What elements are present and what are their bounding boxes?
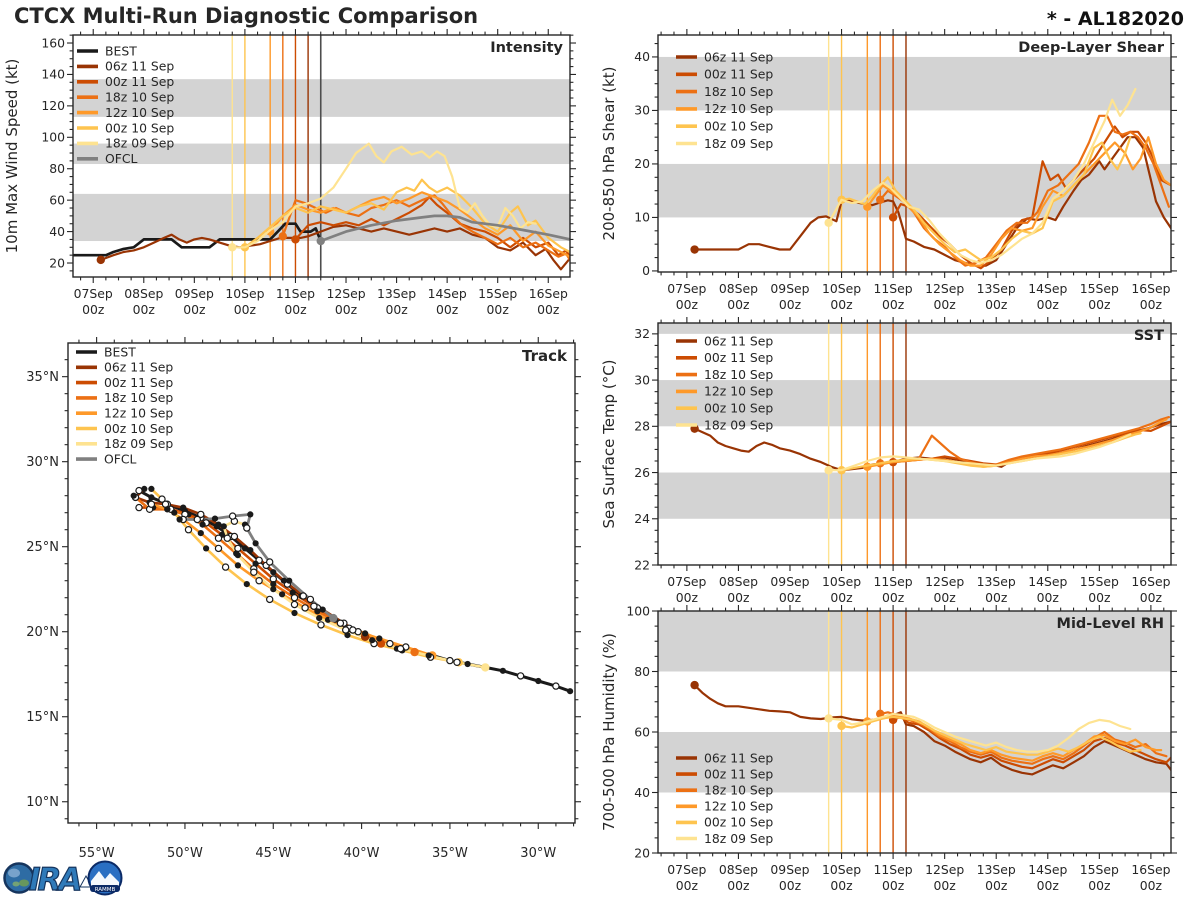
y-tick-label: 20 <box>634 156 650 172</box>
lat-tick-label: 30°N <box>26 455 59 471</box>
shaded-band <box>658 322 1171 334</box>
x-tick-sublabel: 00z <box>778 297 802 312</box>
legend-label: 06z 11 Sep <box>104 359 174 375</box>
page-title: CTCX Multi-Run Diagnostic Comparison <box>14 4 479 28</box>
x-tick-label: 13Sep <box>377 286 417 301</box>
x-tick-sublabel: 00z <box>830 878 853 893</box>
legend-label: 18z 09 Sep <box>704 830 774 846</box>
cira-rammb-logos <box>2 854 132 900</box>
track-corner-title: Track <box>522 347 567 365</box>
legend-label: 18z 10 Sep <box>704 782 774 798</box>
y-tick-label: 24 <box>634 511 650 527</box>
legend-label: 12z 10 Sep <box>105 104 175 120</box>
x-tick-sublabel: 00z <box>830 590 853 605</box>
rh-corner-title: Mid-Level RH <box>1056 616 1164 632</box>
x-tick-label: 12Sep <box>925 862 965 877</box>
y-tick-label: 120 <box>41 98 65 114</box>
legend-label: 00z 10 Sep <box>105 120 175 136</box>
x-tick-sublabel: 00z <box>1139 590 1163 605</box>
shear-chart <box>600 29 1177 312</box>
x-tick-label: 09Sep <box>174 286 214 301</box>
legend-label: 18z 09 Sep <box>105 135 175 151</box>
x-tick-label: 07Sep <box>667 862 707 877</box>
y-tick-label: 140 <box>41 66 65 82</box>
x-tick-sublabel: 00z <box>537 302 560 317</box>
x-tick-sublabel: 00z <box>830 297 853 312</box>
legend-label: 00z 11 Sep <box>704 350 774 366</box>
shear-ylabel: 200-850 hPa Shear (kt) <box>600 66 618 241</box>
x-tick-label: 10Sep <box>821 862 862 877</box>
y-tick-label: 10 <box>634 209 650 225</box>
x-tick-label: 15Sep <box>1079 862 1119 877</box>
intensity-corner-title: Intensity <box>490 40 563 56</box>
init-marker <box>889 213 897 221</box>
y-tick-label: 32 <box>634 326 650 342</box>
lon-tick-label: 40°W <box>343 846 380 861</box>
x-tick-sublabel: 00z <box>132 302 155 317</box>
x-tick-label: 08Sep <box>718 281 758 296</box>
x-tick-sublabel: 00z <box>881 297 905 312</box>
x-tick-label: 13Sep <box>976 862 1016 877</box>
lon-tick-label: 30°W <box>520 846 557 861</box>
y-tick-label: 28 <box>634 418 650 434</box>
x-tick-sublabel: 00z <box>486 302 509 317</box>
legend-label: 00z 10 Sep <box>704 400 774 416</box>
y-tick-label: 20 <box>634 845 650 861</box>
legend-label: 06z 11 Sep <box>704 333 774 349</box>
y-tick-label: 80 <box>49 161 65 177</box>
x-tick-sublabel: 00z <box>675 878 699 893</box>
y-tick-label: 100 <box>41 129 65 145</box>
x-tick-label: 11Sep <box>873 574 913 589</box>
x-tick-label: 15Sep <box>1079 574 1119 589</box>
x-tick-sublabel: 00z <box>1036 297 1059 312</box>
init-marker <box>837 722 845 730</box>
sst-corner-title: SST <box>1133 328 1164 344</box>
legend-label: 06z 11 Sep <box>704 750 774 766</box>
x-tick-label: 10Sep <box>821 281 862 296</box>
init-marker <box>291 235 299 243</box>
x-tick-label: 16Sep <box>1131 574 1171 589</box>
x-tick-sublabel: 00z <box>985 297 1008 312</box>
x-tick-label: 07Sep <box>73 286 113 301</box>
x-tick-sublabel: 00z <box>933 297 956 312</box>
legend-label: 12z 10 Sep <box>104 405 174 421</box>
track-chart <box>26 337 581 861</box>
storm-id-label: * - AL182020 <box>1046 8 1184 30</box>
x-tick-sublabel: 00z <box>985 590 1008 605</box>
intensity-chart <box>3 29 576 317</box>
init-marker <box>317 237 325 245</box>
legend-label: 18z 09 Sep <box>704 417 774 433</box>
rammb-logo <box>89 862 122 895</box>
legend-label: 12z 10 Sep <box>704 101 774 117</box>
init-marker <box>876 196 884 204</box>
sst-ylabel: Sea Surface Temp (°C) <box>600 359 618 529</box>
legend-label: 00z 10 Sep <box>704 814 774 830</box>
x-tick-sublabel: 00z <box>881 878 905 893</box>
lat-tick-label: 25°N <box>26 540 59 556</box>
legend-label: 00z 10 Sep <box>104 420 174 436</box>
x-tick-sublabel: 00z <box>1139 297 1163 312</box>
x-tick-label: 14Sep <box>427 286 467 301</box>
lon-tick-label: 55°W <box>78 846 115 861</box>
shaded-band <box>658 473 1171 519</box>
lat-tick-label: 35°N <box>26 370 59 386</box>
x-tick-label: 12Sep <box>326 286 366 301</box>
init-marker <box>824 219 832 227</box>
legend-label: OFCL <box>104 451 137 467</box>
x-tick-sublabel: 00z <box>881 590 905 605</box>
x-tick-sublabel: 00z <box>933 878 956 893</box>
y-tick-label: 20 <box>49 255 65 271</box>
legend-label: 00z 11 Sep <box>704 766 774 782</box>
x-tick-label: 10Sep <box>225 286 265 301</box>
x-tick-sublabel: 00z <box>1088 297 1111 312</box>
y-tick-label: 40 <box>49 223 65 239</box>
legend-label: BEST <box>105 43 137 59</box>
legend-label: BEST <box>104 344 136 360</box>
legend-label: OFCL <box>105 151 138 167</box>
x-tick-sublabel: 00z <box>727 878 750 893</box>
x-tick-label: 11Sep <box>275 286 316 301</box>
x-tick-label: 15Sep <box>1079 281 1119 296</box>
x-tick-sublabel: 00z <box>183 302 206 317</box>
y-tick-label: 80 <box>634 663 650 679</box>
y-tick-label: 40 <box>634 784 650 800</box>
lat-tick-label: 10°N <box>26 795 59 811</box>
x-tick-sublabel: 00z <box>727 297 750 312</box>
x-tick-sublabel: 00z <box>1088 878 1111 893</box>
lon-tick-label: 45°W <box>255 846 292 861</box>
x-tick-label: 11Sep <box>873 281 913 296</box>
init-marker <box>690 681 698 689</box>
rh-ylabel: 700-500 hPa Humidity (%) <box>600 632 618 832</box>
x-tick-label: 07Sep <box>667 574 707 589</box>
y-tick-label: 160 <box>41 35 65 51</box>
legend-label: 18z 10 Sep <box>104 390 174 406</box>
init-marker <box>97 256 105 264</box>
rammb-logo-text: RAMMB <box>94 887 116 893</box>
legend-label: 00z 10 Sep <box>704 118 774 134</box>
x-tick-sublabel: 00z <box>778 878 802 893</box>
x-tick-sublabel: 00z <box>1036 590 1059 605</box>
legend-label: 12z 10 Sep <box>704 383 774 399</box>
x-tick-sublabel: 00z <box>778 590 802 605</box>
x-tick-label: 13Sep <box>976 281 1016 296</box>
x-tick-label: 14Sep <box>1028 281 1068 296</box>
legend-label: 06z 11 Sep <box>105 58 175 74</box>
legend-label: 18z 10 Sep <box>704 83 774 99</box>
legend-label: 18z 09 Sep <box>704 135 774 151</box>
x-tick-label: 12Sep <box>925 281 965 296</box>
y-tick-label: 30 <box>634 372 650 388</box>
y-tick-label: 60 <box>49 192 65 208</box>
legend-label: 06z 11 Sep <box>704 49 774 65</box>
x-tick-sublabel: 00z <box>675 297 699 312</box>
x-tick-sublabel: 00z <box>727 590 750 605</box>
legend-label: 12z 10 Sep <box>704 798 774 814</box>
cira-logo <box>5 862 93 898</box>
y-tick-label: 30 <box>634 102 650 118</box>
x-tick-label: 13Sep <box>976 574 1016 589</box>
x-tick-label: 09Sep <box>770 281 810 296</box>
lon-tick-label: 50°W <box>166 846 203 861</box>
x-tick-label: 09Sep <box>770 574 810 589</box>
x-tick-sublabel: 00z <box>1036 878 1059 893</box>
x-tick-sublabel: 00z <box>233 302 257 317</box>
legend-label: 00z 11 Sep <box>704 66 774 82</box>
x-tick-label: 11Sep <box>873 862 913 877</box>
init-marker <box>228 243 236 251</box>
y-tick-label: 60 <box>634 724 650 740</box>
x-tick-label: 12Sep <box>925 574 965 589</box>
x-tick-label: 14Sep <box>1028 862 1068 877</box>
init-marker <box>690 245 698 253</box>
init-marker <box>824 466 832 474</box>
x-tick-sublabel: 00z <box>985 878 1008 893</box>
init-marker <box>279 232 287 240</box>
y-tick-label: 22 <box>634 557 650 573</box>
x-tick-sublabel: 00z <box>1088 590 1111 605</box>
shear-corner-title: Deep-Layer Shear <box>1018 40 1164 56</box>
x-tick-label: 08Sep <box>718 862 758 877</box>
x-tick-label: 16Sep <box>1131 281 1171 296</box>
lon-tick-label: 35°W <box>431 846 468 861</box>
x-tick-label: 16Sep <box>528 286 568 301</box>
y-tick-label: 26 <box>634 464 650 480</box>
legend-label: 18z 10 Sep <box>105 89 175 105</box>
lat-tick-label: 15°N <box>26 710 59 726</box>
x-tick-label: 08Sep <box>718 574 758 589</box>
sst-chart <box>600 317 1177 605</box>
x-tick-sublabel: 00z <box>284 302 307 317</box>
x-tick-label: 14Sep <box>1028 574 1068 589</box>
y-tick-label: 100 <box>626 603 650 619</box>
legend-label: 18z 10 Sep <box>704 366 774 382</box>
x-tick-sublabel: 00z <box>385 302 408 317</box>
x-tick-sublabel: 00z <box>334 302 358 317</box>
x-tick-label: 15Sep <box>478 286 518 301</box>
x-tick-label: 07Sep <box>667 281 707 296</box>
legend-label: 18z 09 Sep <box>104 436 174 452</box>
x-tick-sublabel: 00z <box>1139 878 1163 893</box>
x-tick-sublabel: 00z <box>675 590 699 605</box>
x-tick-sublabel: 00z <box>435 302 459 317</box>
y-tick-label: 0 <box>642 263 650 279</box>
x-tick-label: 09Sep <box>770 862 810 877</box>
legend-label: 00z 11 Sep <box>104 374 174 390</box>
init-marker <box>824 714 832 722</box>
x-tick-sublabel: 00z <box>933 590 956 605</box>
x-tick-label: 08Sep <box>124 286 164 301</box>
x-tick-sublabel: 00z <box>82 302 105 317</box>
x-tick-label: 10Sep <box>821 574 862 589</box>
cira-logo-text: IRA <box>29 862 80 898</box>
lat-tick-label: 20°N <box>26 625 59 641</box>
y-tick-label: 40 <box>634 49 650 65</box>
legend-label: 00z 11 Sep <box>105 74 175 90</box>
x-tick-label: 16Sep <box>1131 862 1171 877</box>
rh-chart <box>600 603 1177 893</box>
intensity-ylabel: 10m Max Wind Speed (kt) <box>3 58 21 254</box>
